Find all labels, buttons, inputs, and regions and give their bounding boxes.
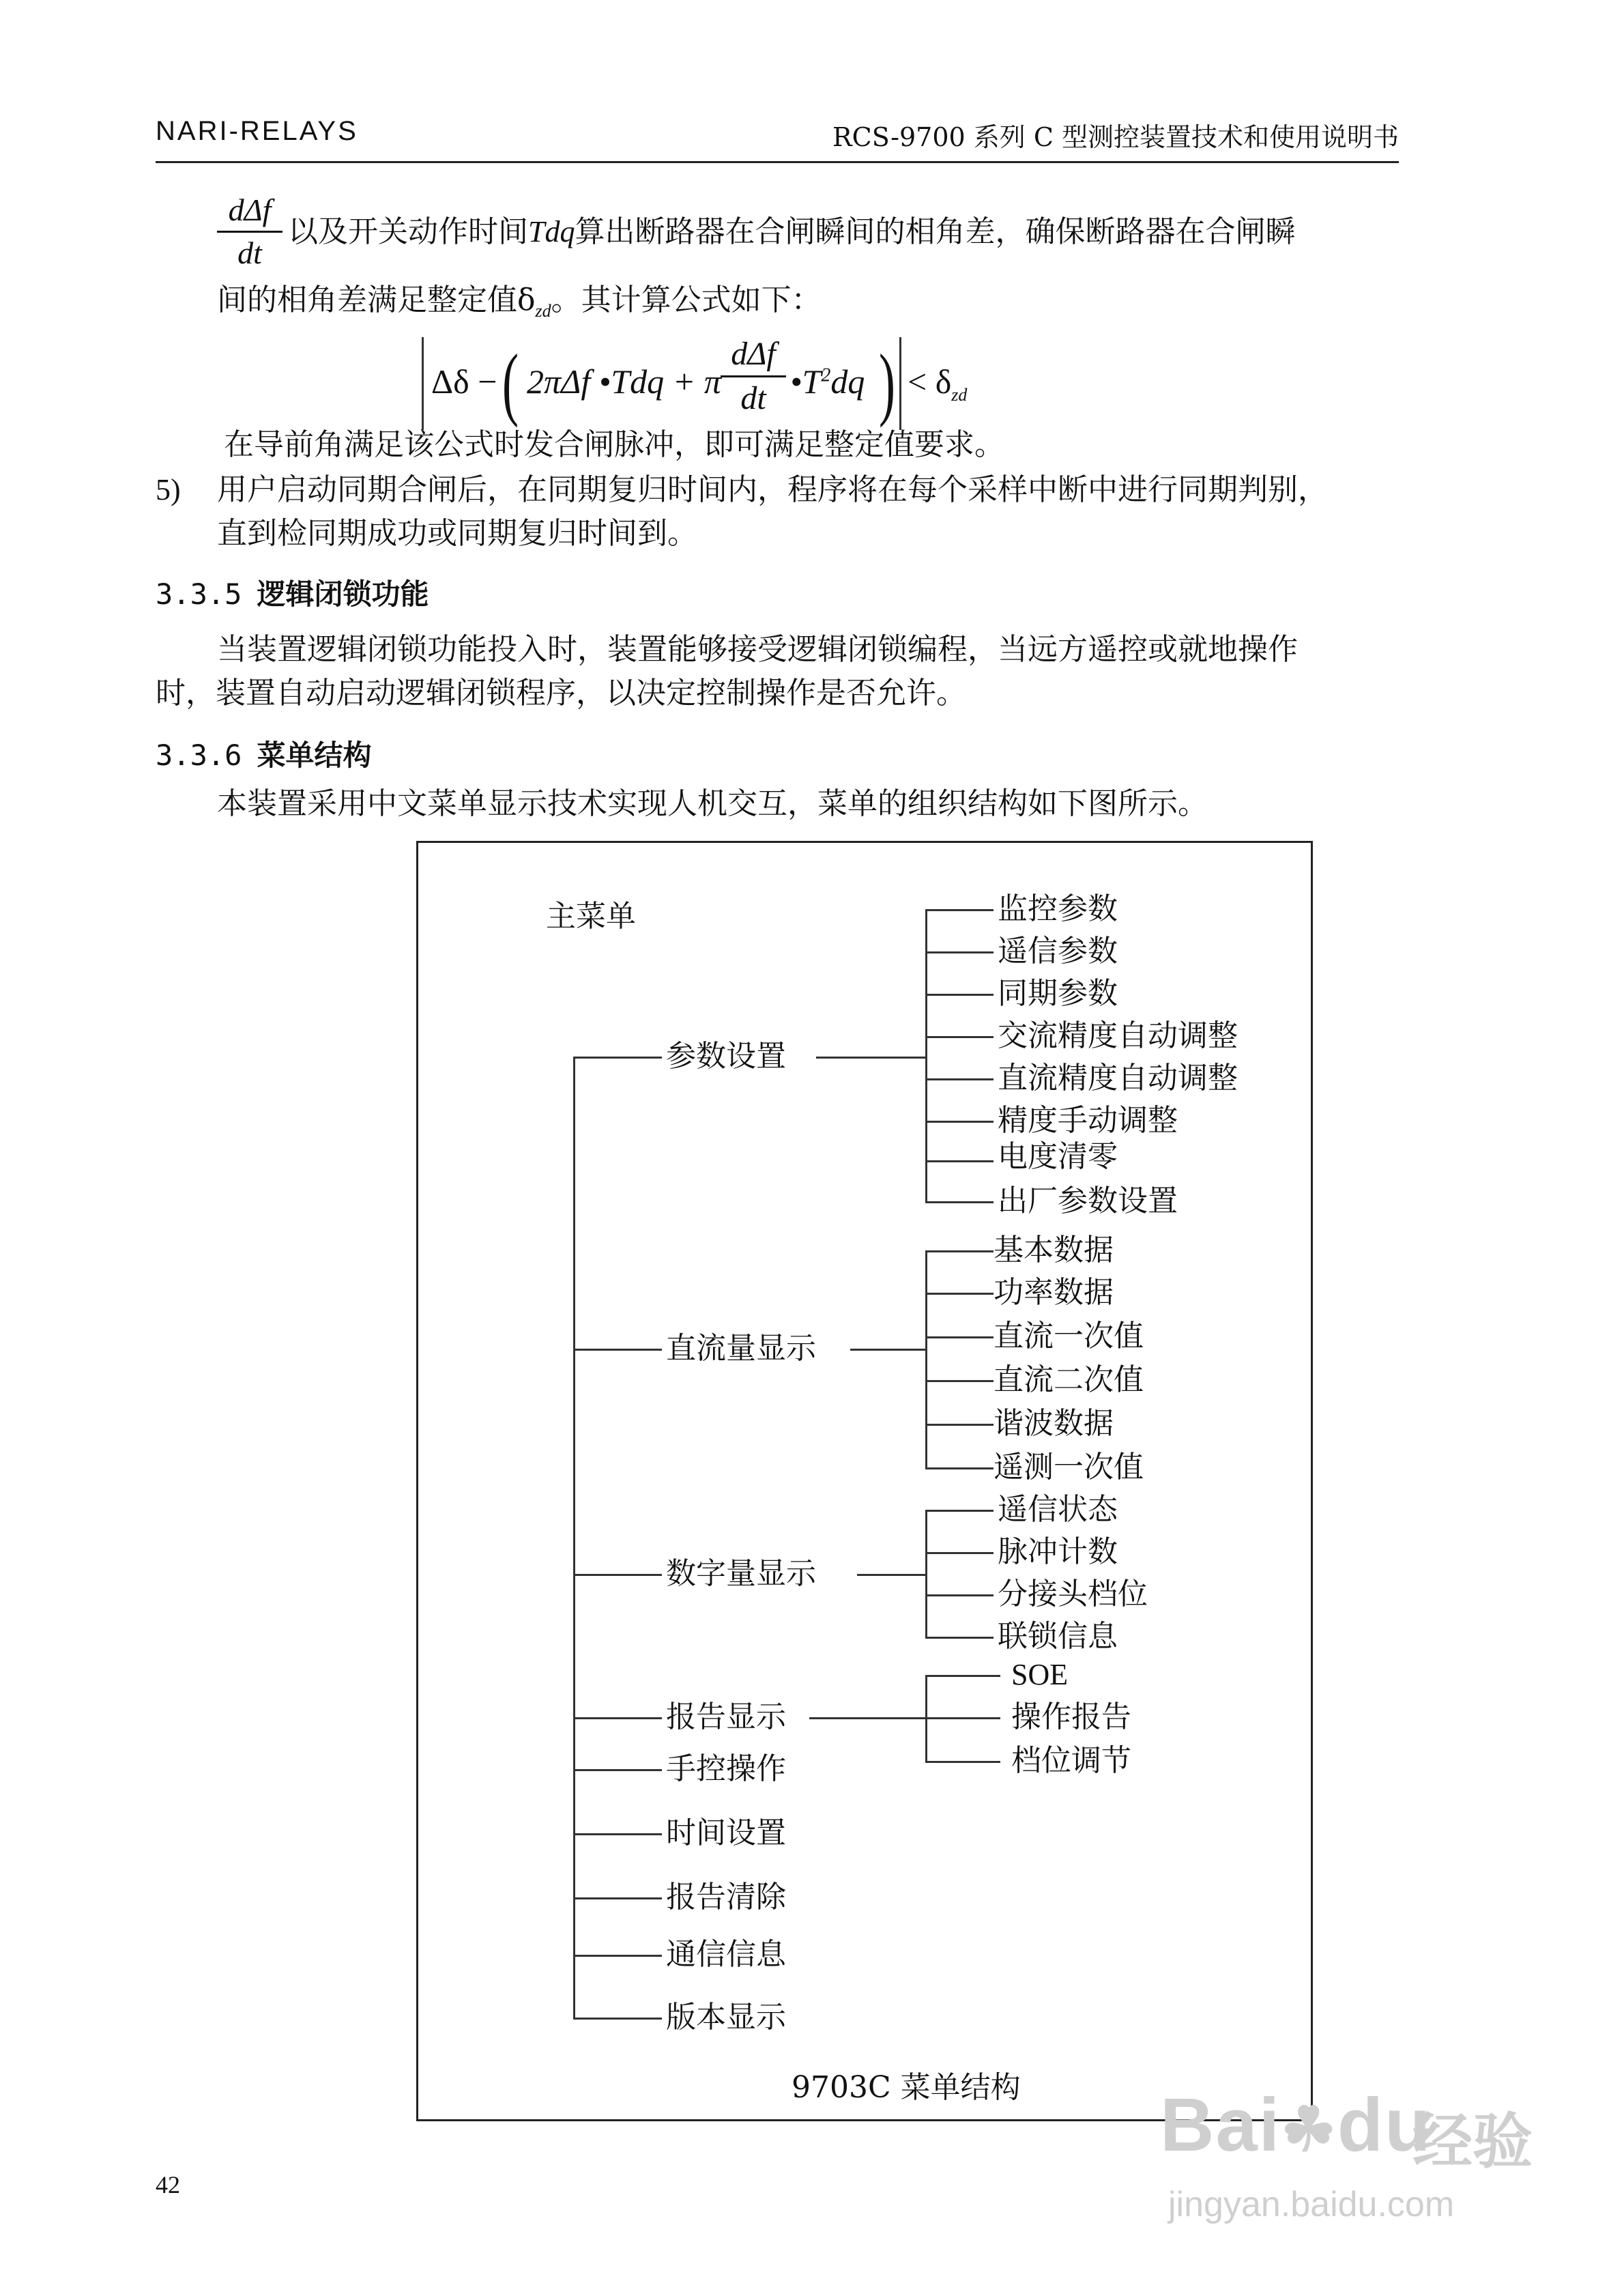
item5-line2: 直到检同期成功或同期复归时间到。 [217,516,697,551]
para1-line2 [217,280,822,332]
watermark-cn: 经验 [1412,2106,1533,2177]
stub-params-5 [925,1121,994,1123]
section-3-3-6-heading [156,733,371,774]
watermark-brand-b: du [1337,2083,1432,2167]
stub-main-4 [573,1769,662,1771]
formula-abs-left [422,337,424,430]
para3-line2: 时，装置自动启动逻辑闭锁程序，以决定控制操作是否允许。 [156,676,966,711]
formula-fraction-bar [721,375,786,377]
section-3-3-6-number: 3.3.6 [156,738,242,772]
para2: 在导前角满足该公式时发合闸脉冲，即可满足整定值要求。 [224,427,1004,462]
formula-fraction-num: dΔf [731,336,776,372]
digital-item-3: 联锁信息 [998,1619,1118,1654]
stub-params-4 [925,1078,994,1080]
header-brand: NARI-RELAYS [156,116,358,146]
formula-part5 [908,362,967,405]
stub-digital-3 [925,1637,994,1639]
digital-item-1: 脉冲计数 [998,1534,1118,1569]
main-item-5: 时间设置 [666,1816,786,1850]
page-number: 42 [156,2171,180,2198]
main-item-7: 通信信息 [666,1937,786,1972]
stub-main-0 [573,1057,662,1059]
stub-main-2 [573,1574,662,1576]
paw-icon: ☘ [1281,2096,1337,2164]
params-item-1: 遥信参数 [998,934,1118,968]
stub-params-6 [925,1160,994,1162]
section-3-3-5-heading [156,572,429,613]
formula-fraction-den: dt [740,380,766,416]
params-item-7: 出厂参数设置 [998,1183,1178,1218]
formula-fraction [721,337,786,416]
formula-part4: dq [830,362,865,401]
stub-digital-2 [925,1594,994,1596]
diagram-caption: 9703C 菜单结构 [792,2070,1021,2105]
stub-dc-3 [925,1380,994,1382]
params-item-6: 电度清零 [998,1139,1118,1174]
report-item-1: 操作报告 [1011,1699,1131,1734]
formula-part2: 2πΔf •Tdq + π [527,362,721,401]
main-item-0: 参数设置 [666,1039,786,1074]
watermark-url: jingyan.baidu.com [1168,2185,1455,2224]
main-trunk [573,1057,575,2019]
dc-item-5: 遥测一次值 [994,1450,1144,1484]
report-item-0: SOE [1011,1658,1069,1691]
stub-params-7 [925,1201,994,1203]
para1-line1-a: 以及开关动作时间 [288,214,528,249]
main-item-3: 报告显示 [666,1699,786,1734]
stub-dc-5 [925,1467,994,1469]
dc-item-1: 功率数据 [994,1275,1114,1310]
stub-main-8 [573,2018,662,2020]
stub-dc-4 [925,1424,994,1426]
stub-params-2 [925,994,994,996]
para1-line1 [288,212,1295,253]
para1-line2-b: 。其计算公式如下： [551,283,822,317]
fraction-denominator: dt [237,235,262,270]
trunk-dc [925,1250,927,1469]
dc-item-2: 直流一次值 [994,1319,1144,1353]
stub-params-0 [925,909,994,911]
stub-digital-1 [925,1552,994,1554]
trunk-digital [925,1510,927,1638]
main-item-6: 报告清除 [666,1880,786,1914]
params-item-2: 同期参数 [998,976,1118,1011]
section-3-3-6-title: 菜单结构 [257,738,372,772]
stub-main-7 [573,1955,662,1957]
formula-part5-text: < δ [908,362,952,401]
formula-sub: zd [951,385,968,405]
params-item-0: 监控参数 [998,891,1118,926]
report-item-2: 档位调节 [1011,1743,1131,1778]
fraction-bar [217,231,282,233]
formula-part1: Δδ − [431,362,497,401]
para3-line1: 当装置逻辑闭锁功能投入时，装置能够接受逻辑闭锁编程，当远方遥控或就地操作 [217,632,1298,667]
digital-item-0: 遥信状态 [998,1492,1118,1527]
section-3-3-5-number: 3.3.5 [156,577,242,611]
connector-digital [857,1574,925,1576]
main-item-1: 直流量显示 [666,1331,816,1366]
params-item-5: 精度手动调整 [998,1103,1178,1138]
menu-root: 主菜单 [546,899,636,934]
stub-report-0 [925,1675,1000,1677]
item5-line1: 用户启动同期合闸后，在同期复归时间内，程序将在每个采样中断中进行同期判别， [217,472,1328,507]
formula-part3-text: •T [790,362,822,401]
stub-main-1 [573,1349,662,1351]
dc-item-0: 基本数据 [994,1233,1114,1267]
para1-line2-sub: zd [535,300,551,321]
stub-digital-0 [925,1510,994,1512]
item5-num: 5) [156,473,181,506]
params-item-4: 直流精度自动调整 [998,1061,1238,1095]
section-3-3-5-title: 逻辑闭锁功能 [257,577,429,611]
stub-dc-0 [925,1250,994,1252]
dc-item-3: 直流二次值 [994,1362,1144,1397]
fraction-numerator: dΔf [228,192,272,227]
stub-params-3 [925,1036,994,1038]
stub-dc-2 [925,1336,994,1338]
fraction-dfdt [217,194,282,270]
formula-abs-right [899,337,901,430]
dc-item-4: 谐波数据 [994,1406,1114,1441]
stub-report-1 [925,1717,1000,1719]
formula-paren-left: ( [502,337,519,428]
header-title: RCS-9700 系列 C 型测控装置技术和使用说明书 [832,122,1399,152]
stub-main-6 [573,1897,662,1899]
stub-report-2 [925,1761,1000,1763]
header-rule [156,161,1399,163]
main-item-4: 手控操作 [666,1751,786,1786]
main-item-8: 版本显示 [666,2000,786,2035]
connector-report [809,1717,925,1719]
params-item-3: 交流精度自动调整 [998,1018,1238,1053]
digital-item-2: 分接头档位 [998,1577,1148,1611]
connector-dc [850,1349,925,1351]
watermark-brand [1160,2082,1432,2168]
formula-part3 [790,362,865,401]
stub-params-1 [925,951,994,953]
formula-paren-right: ) [878,337,895,428]
stub-main-5 [573,1833,662,1835]
stub-main-3 [573,1717,662,1719]
formula-sup: 2 [821,364,831,386]
watermark-brand-a: Bai [1160,2083,1281,2167]
para1-line2-a: 间的相角差满足整定值δ [217,283,536,317]
para4: 本装置采用中文菜单显示技术实现人机交互，菜单的组织结构如下图所示。 [217,786,1208,821]
connector-params [816,1057,925,1059]
main-item-2: 数字量显示 [666,1556,816,1591]
para1-line1-b: 算出断路器在合闸瞬间的相角差，确保断路器在合闸瞬 [575,214,1296,249]
para1-var-tdq: Tdq [528,215,575,248]
stub-dc-1 [925,1293,994,1295]
